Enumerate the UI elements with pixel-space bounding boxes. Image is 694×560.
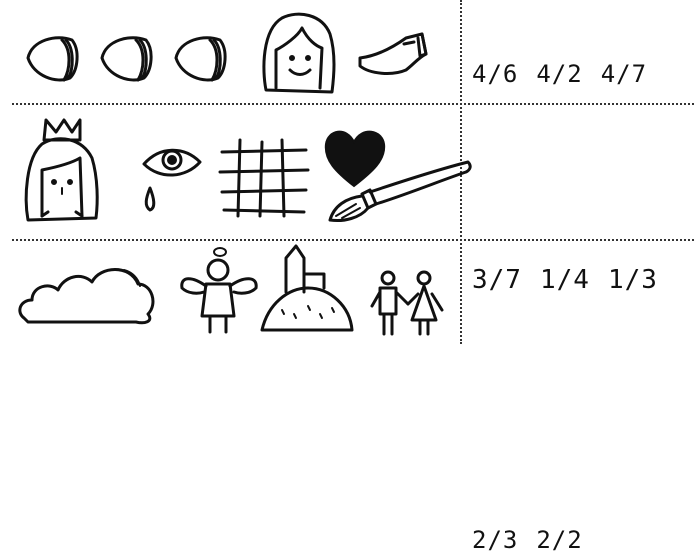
row-1 xyxy=(0,0,694,103)
castle-hill-icon xyxy=(260,244,354,332)
angel-icon xyxy=(178,244,260,336)
couple-icon xyxy=(366,270,448,338)
fraction-answer: 2/3 xyxy=(472,526,519,554)
fraction-answer: 4/2 xyxy=(536,60,583,88)
answers-row-3 xyxy=(472,520,688,560)
paintbrush-icon xyxy=(326,158,474,228)
high-heel-shoe-icon xyxy=(356,30,432,78)
row-3 xyxy=(0,240,694,554)
grid-icon xyxy=(218,138,310,218)
fraction-answer: 2/2 xyxy=(536,526,583,554)
fraction-answer: 4/7 xyxy=(600,60,648,88)
answers-row-1 xyxy=(472,56,688,92)
eye-icon xyxy=(22,30,82,86)
fraction-answer: 1/3 xyxy=(607,265,658,295)
fraction-answer: 1/4 xyxy=(539,265,590,295)
crying-eye-icon xyxy=(140,142,204,216)
queen-face-icon xyxy=(22,118,102,226)
fraction-answer: 4/6 xyxy=(472,60,519,88)
fraction-answer: 3/7 xyxy=(472,265,522,295)
row-2 xyxy=(0,104,694,295)
cloud-icon xyxy=(16,264,158,326)
eye-icon xyxy=(170,30,230,86)
eye-icon xyxy=(96,30,156,86)
girl-face-icon xyxy=(258,10,338,96)
